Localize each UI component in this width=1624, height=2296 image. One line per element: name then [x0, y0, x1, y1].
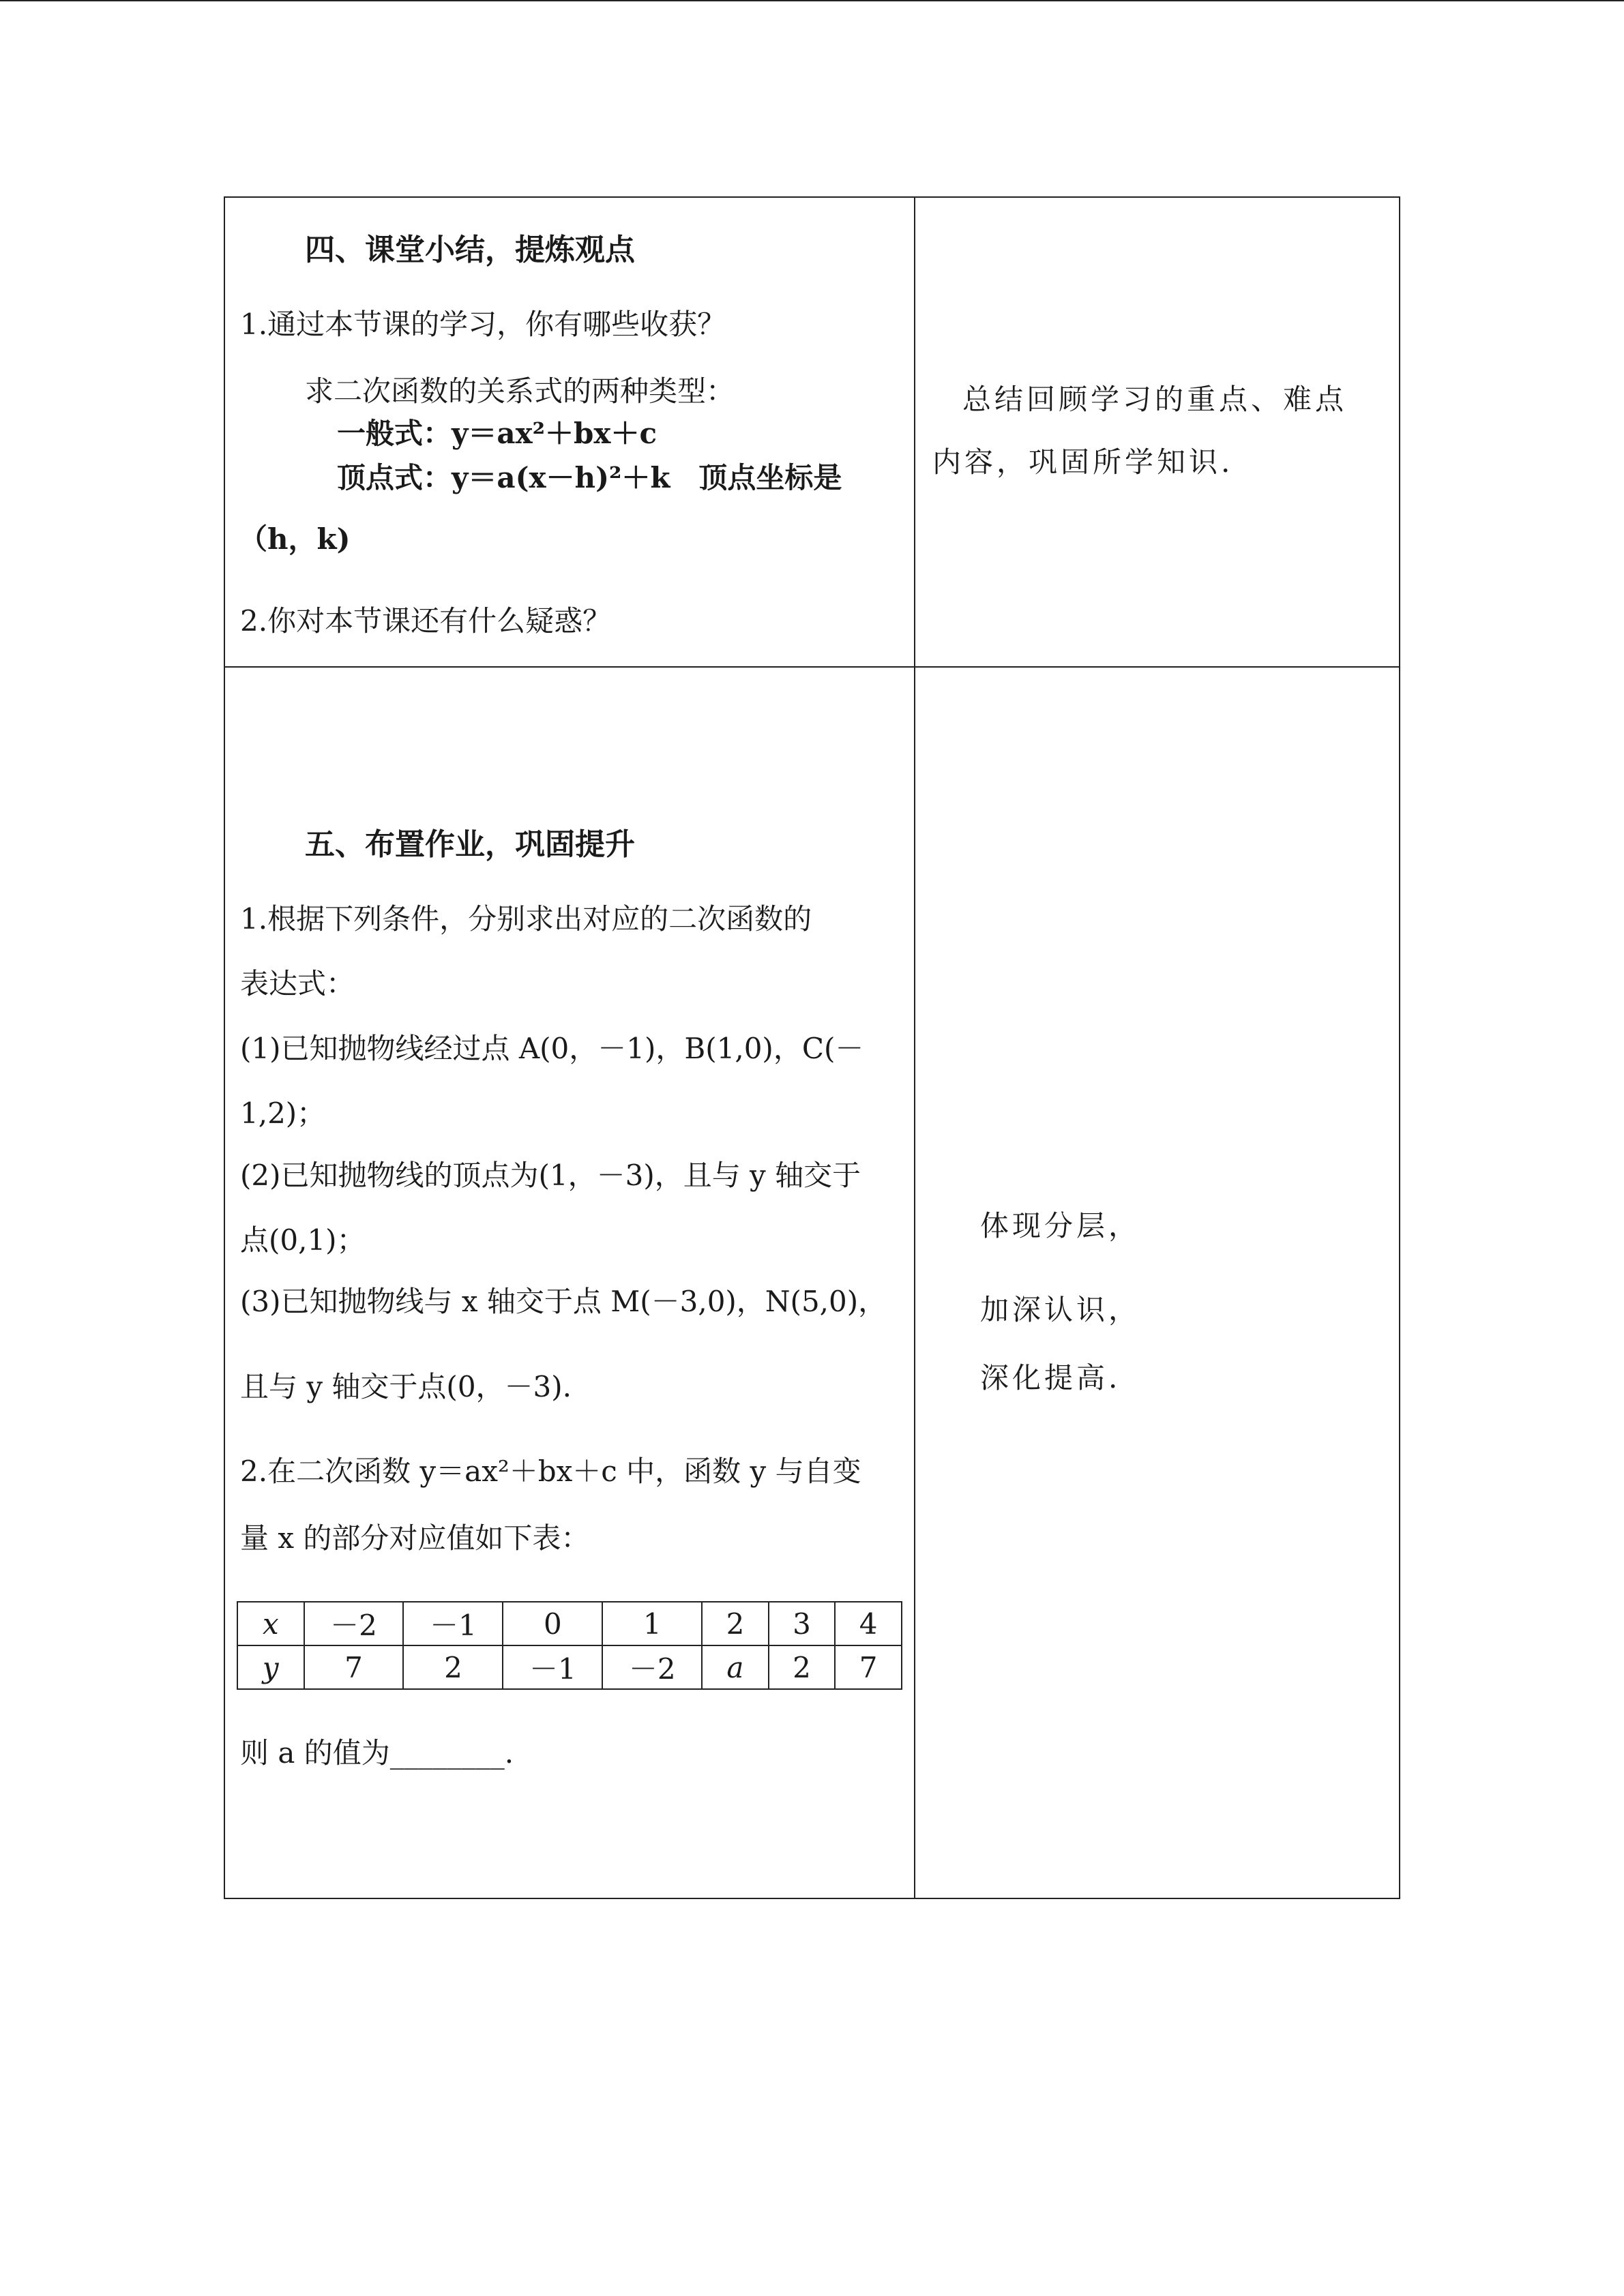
- table-cell: 2: [702, 1602, 769, 1645]
- summary-types-intro: 求二次函数的关系式的两种类型：: [305, 374, 735, 408]
- table-cell: －1: [403, 1602, 503, 1645]
- table-cell: 7: [835, 1645, 902, 1689]
- table-cell: 2: [769, 1645, 836, 1689]
- vertex-form-formula: 顶点式：y＝a(x－h)²＋k 顶点坐标是: [337, 461, 842, 494]
- homework-condition-2-line-1: (2)已知抛物线的顶点为(1，－3)，且与 y 轴交于: [240, 1159, 861, 1192]
- homework-note-line-2: 加深认识，: [980, 1293, 1141, 1326]
- table-row: [237, 1602, 902, 1645]
- homework-problem-2-line-1: 2.在二次函数 y＝ax²＋bx＋c 中，函数 y 与自变: [240, 1455, 861, 1488]
- table-cell: －1: [503, 1645, 602, 1689]
- table-cell: 1: [602, 1602, 702, 1645]
- table-cell: 7: [304, 1645, 404, 1689]
- table-row: [237, 1645, 902, 1689]
- table-cell: －2: [304, 1602, 404, 1645]
- value-table: [237, 1601, 902, 1690]
- homework-heading: 五、布置作业，巩固提升: [305, 827, 635, 862]
- summary-heading: 四、课堂小结，提炼观点: [305, 233, 635, 267]
- summary-question-1: 1.通过本节课的学习，你有哪些收获？: [240, 308, 726, 341]
- vertex-coordinates: （h，k): [239, 522, 351, 556]
- homework-condition-3-line-1: (3)已知抛物线与 x 轴交于点 M(－3,0)，N(5,0)，: [240, 1285, 887, 1318]
- homework-condition-3-line-2: 且与 y 轴交于点(0，－3).: [240, 1370, 572, 1403]
- homework-problem-1-line-1: 1.根据下列条件，分别求出对应的二次函数的: [240, 902, 812, 936]
- table-cell: a: [702, 1645, 769, 1689]
- table-cell: 4: [835, 1602, 902, 1645]
- column-divider: [914, 196, 915, 1899]
- homework-condition-1-line-2: 1,2)；: [240, 1097, 326, 1130]
- table-header-x: x: [237, 1602, 304, 1645]
- summary-note-line-2: 内容，巩固所学知识.: [932, 445, 1234, 479]
- top-border-line: [0, 0, 1624, 1]
- general-form-formula: 一般式：y＝ax²＋bx＋c: [337, 417, 658, 450]
- table-cell: －2: [602, 1645, 702, 1689]
- homework-note-line-3: 深化提高.: [980, 1361, 1121, 1395]
- row-divider: [224, 666, 1400, 668]
- summary-question-2: 2.你对本节课还有什么疑惑？: [240, 604, 612, 638]
- homework-condition-2-line-2: 点(0,1)；: [240, 1223, 366, 1257]
- homework-problem-1-line-2: 表达式：: [240, 967, 355, 1000]
- table-header-y: y: [237, 1645, 304, 1689]
- table-cell: 3: [769, 1602, 836, 1645]
- homework-note-line-1: 体现分层，: [980, 1209, 1141, 1242]
- homework-problem-2-line-2: 量 x 的部分对应值如下表：: [240, 1521, 590, 1555]
- summary-note-line-1: 总结回顾学习的重点、难点: [962, 383, 1348, 416]
- table-cell: 2: [403, 1645, 503, 1689]
- table-cell: 0: [503, 1602, 602, 1645]
- homework-condition-1-line-1: (1)已知抛物线经过点 A(0，－1)，B(1,0)，C(－: [240, 1032, 864, 1065]
- answer-blank-line: 则 a 的值为________.: [240, 1736, 514, 1770]
